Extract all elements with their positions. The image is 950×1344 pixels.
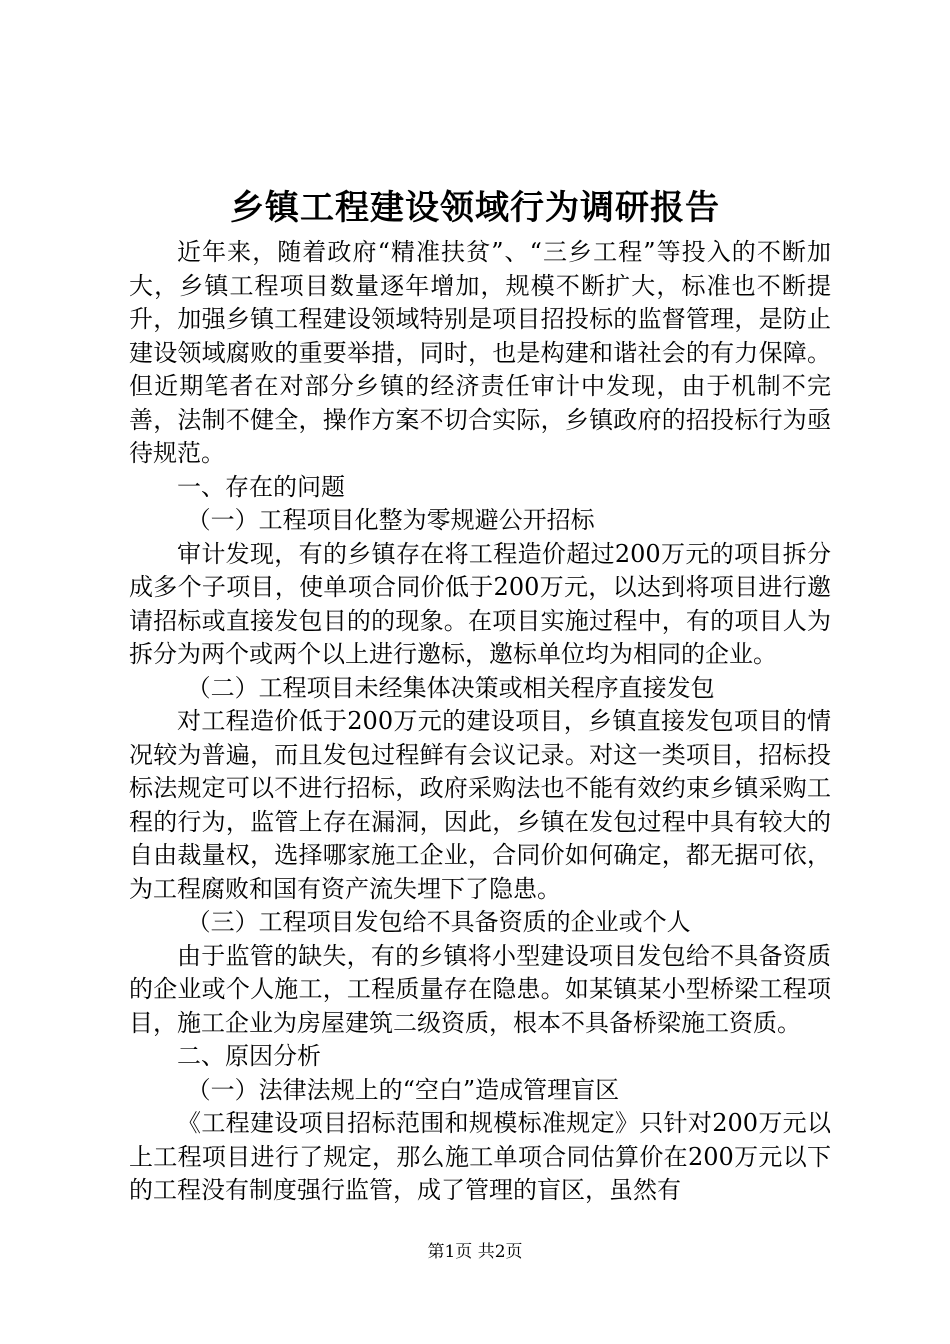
document-title: 乡镇工程建设领域行为调研报告	[230, 188, 720, 228]
subsection-heading-3: （三）工程项目发包给不具备资质的企业或个人	[186, 908, 691, 936]
body-paragraph-2: 对工程造价低于200万元的建设项目，乡镇直接发包项目的情况较为普遍，而且发包过程鲜有会议记录。对这一类项目，招标投标法规定可以不进行招标，政府采购法也不能有效约束乡镇采购工程的行为，监管上存在漏洞，因此，乡镇在发包过程中具有较大的自由裁量权，选择哪家施工企业，合同价如何确定，都无据可依，为工程腐败和国有资产流失埋下了隐患。	[129, 707, 831, 903]
subsection-heading-1: （一）工程项目化整为零规避公开招标	[186, 506, 595, 534]
section-heading-causes: 二、原因分析	[177, 1042, 321, 1070]
page-footer: 第1页 共2页	[427, 1242, 523, 1262]
body-paragraph-1: 审计发现，有的乡镇存在将工程造价超过200万元的项目拆分成多个子项目，使单项合同价低于200万元，以达到将项目进行邀请招标或直接发包目的的现象。在项目实施过程中，有的项目人为拆分为两个或两个以上进行邀标，邀标单位均为相同的企业。	[129, 539, 831, 668]
body-paragraph-3: 由于监管的缺失，有的乡镇将小型建设项目发包给不具备资质的企业或个人施工，工程质量存在隐患。如某镇某小型桥梁工程项目，施工企业为房屋建筑二级资质，根本不具备桥梁施工资质。	[129, 941, 831, 1037]
intro-paragraph: 近年来，随着政府“精准扶贫”、“三乡工程”等投入的不断加大，乡镇工程项目数量逐年增加，规模不断扩大，标准也不断提升，加强乡镇工程建设领域特别是项目招投标的监督管理，是防止建设领域腐败的重要举措，同时，也是构建和谐社会的有力保障。但近期笔者在对部分乡镇的经济责任审计中发现，由于机制不完善，法制不健全，操作方案不切合实际，乡镇政府的招投标行为亟待规范。	[129, 238, 831, 467]
body-paragraph-4: 《工程建设项目招标范围和规模标准规定》只针对200万元以上工程项目进行了规定，那么施工单项合同估算价在200万元以下的工程没有制度强行监管，成了管理的盲区，虽然有	[129, 1109, 831, 1204]
subsection-heading-4: （一）法律法规上的“空白”造成管理盲区	[186, 1075, 620, 1104]
subsection-heading-2: （二）工程项目未经集体决策或相关程序直接发包	[186, 673, 715, 702]
document-body	[129, 236, 831, 1208]
section-heading-problems: 一、存在的问题	[177, 472, 345, 501]
